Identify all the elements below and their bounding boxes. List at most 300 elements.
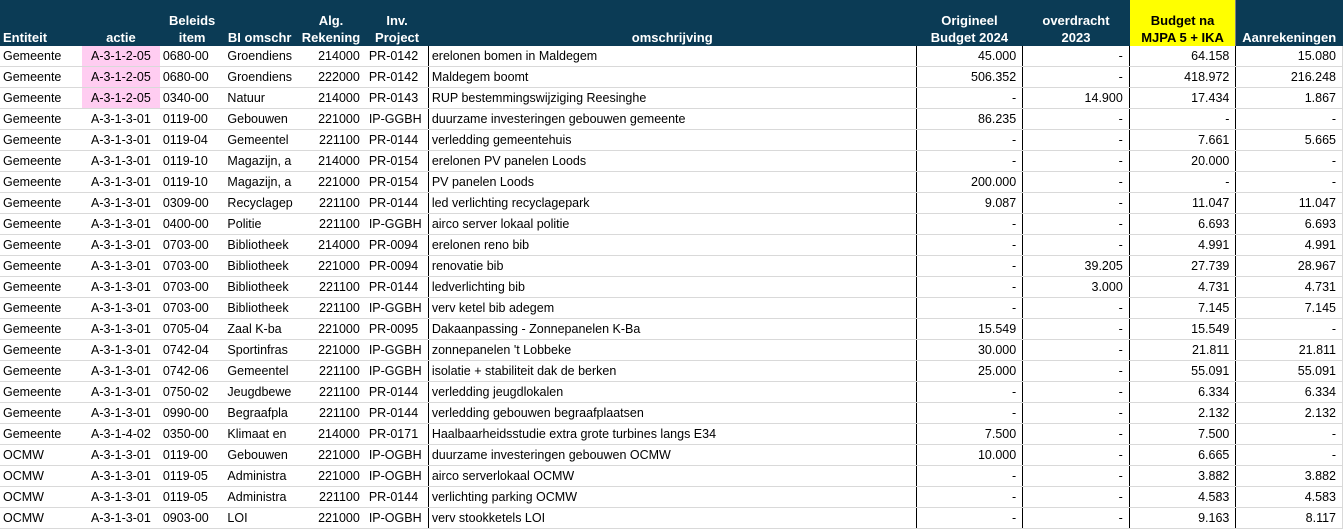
cell-bi-omschr[interactable]: Administra [224, 466, 296, 487]
cell-omschrijving[interactable]: Maldegem boomt [428, 67, 916, 88]
cell-aanrekeningen[interactable]: - [1236, 151, 1343, 172]
cell-origineel-budget[interactable]: 15.549 [916, 319, 1023, 340]
cell-origineel-budget[interactable]: 506.352 [916, 67, 1023, 88]
cell-aanrekeningen[interactable]: 3.882 [1236, 466, 1343, 487]
cell-omschrijving[interactable]: verv stookketels LOI [428, 508, 916, 529]
cell-inv-project[interactable]: PR-0171 [366, 424, 429, 445]
header-aanrekeningen[interactable]: Aanrekeningen [1236, 0, 1343, 46]
cell-beleidsitem[interactable]: 0990-00 [160, 403, 225, 424]
cell-beleidsitem[interactable]: 0119-00 [160, 109, 225, 130]
cell-origineel-budget[interactable]: 9.087 [916, 193, 1023, 214]
cell-omschrijving[interactable]: airco serverlokaal OCMW [428, 466, 916, 487]
cell-bi-omschr[interactable]: Jeugdbewe [224, 382, 296, 403]
cell-alg-rekening[interactable]: 222000 [296, 67, 366, 88]
cell-alg-rekening[interactable]: 221000 [296, 256, 366, 277]
table-body [0, 46, 1343, 529]
cell-actie[interactable]: A-3-1-3-01 [82, 445, 160, 466]
cell-actie[interactable]: A-3-1-3-01 [82, 340, 160, 361]
cell-aanrekeningen[interactable]: 55.091 [1236, 361, 1343, 382]
header-origineel-line1: Origineel [941, 13, 998, 28]
cell-aanrekeningen[interactable]: - [1236, 109, 1343, 130]
cell-actie[interactable]: A-3-1-3-01 [82, 298, 160, 319]
cell-omschrijving[interactable]: duurzame investeringen gebouwen OCMW [428, 445, 916, 466]
cell-inv-project[interactable]: PR-0144 [366, 193, 429, 214]
cell-inv-project[interactable]: IP-GGBH [366, 214, 429, 235]
cell-entiteit[interactable]: Gemeente [0, 277, 82, 298]
cell-bi-omschr[interactable]: Magazijn, a [224, 151, 296, 172]
cell-beleidsitem[interactable]: 0705-04 [160, 319, 225, 340]
cell-omschrijving[interactable]: verledding gemeentehuis [428, 130, 916, 151]
cell-overdracht[interactable]: - [1023, 508, 1130, 529]
table-row [0, 172, 1343, 193]
table-row [0, 193, 1343, 214]
cell-aanrekeningen[interactable]: - [1236, 319, 1343, 340]
cell-budget-na[interactable]: 2.132 [1129, 403, 1236, 424]
header-beleidsitem[interactable] [160, 0, 225, 46]
cell-budget-na[interactable]: 20.000 [1129, 151, 1236, 172]
cell-budget-na[interactable]: 6.665 [1129, 445, 1236, 466]
cell-bi-omschr[interactable]: Groendiens [224, 67, 296, 88]
cell-entiteit[interactable]: Gemeente [0, 382, 82, 403]
header-actie[interactable]: actie [82, 0, 160, 46]
header-alg-line1: Alg. [318, 13, 344, 28]
cell-alg-rekening[interactable]: 214000 [296, 424, 366, 445]
cell-alg-rekening[interactable]: 221100 [296, 298, 366, 319]
cell-budget-na[interactable]: 7.145 [1129, 298, 1236, 319]
cell-origineel-budget[interactable]: - [916, 466, 1023, 487]
cell-bi-omschr[interactable]: Gemeentel [224, 130, 296, 151]
header-row [0, 0, 1343, 46]
cell-omschrijving[interactable]: verledding gebouwen begraafplaatsen [428, 403, 916, 424]
cell-overdracht[interactable]: - [1023, 109, 1130, 130]
cell-aanrekeningen[interactable]: 216.248 [1236, 67, 1343, 88]
cell-overdracht[interactable]: - [1023, 235, 1130, 256]
cell-overdracht[interactable]: - [1023, 319, 1130, 340]
cell-beleidsitem[interactable]: 0750-02 [160, 382, 225, 403]
cell-beleidsitem[interactable]: 0703-00 [160, 235, 225, 256]
cell-beleidsitem[interactable]: 0119-00 [160, 445, 225, 466]
cell-aanrekeningen[interactable]: - [1236, 172, 1343, 193]
cell-bi-omschr[interactable]: Gemeentel [224, 361, 296, 382]
cell-omschrijving[interactable]: renovatie bib [428, 256, 916, 277]
cell-entiteit[interactable]: Gemeente [0, 88, 82, 109]
cell-inv-project[interactable]: PR-0144 [366, 277, 429, 298]
table-row [0, 130, 1343, 151]
table-row [0, 466, 1343, 487]
cell-alg-rekening[interactable]: 221100 [296, 361, 366, 382]
cell-omschrijving[interactable]: duurzame investeringen gebouwen gemeente [428, 109, 916, 130]
cell-budget-na[interactable]: 7.661 [1129, 130, 1236, 151]
cell-overdracht[interactable]: - [1023, 172, 1130, 193]
cell-entiteit[interactable]: Gemeente [0, 109, 82, 130]
cell-aanrekeningen[interactable]: 5.665 [1236, 130, 1343, 151]
table-row [0, 298, 1343, 319]
cell-inv-project[interactable]: PR-0154 [366, 151, 429, 172]
cell-omschrijving[interactable]: erelonen bomen in Maldegem [428, 46, 916, 67]
header-inv-line1: Inv. [386, 13, 408, 28]
cell-origineel-budget[interactable]: - [916, 277, 1023, 298]
cell-alg-rekening[interactable]: 221000 [296, 340, 366, 361]
cell-beleidsitem[interactable]: 0703-00 [160, 298, 225, 319]
cell-aanrekeningen[interactable]: 4.583 [1236, 487, 1343, 508]
cell-overdracht[interactable]: - [1023, 46, 1130, 67]
cell-entiteit[interactable]: Gemeente [0, 235, 82, 256]
cell-inv-project[interactable]: PR-0143 [366, 88, 429, 109]
cell-aanrekeningen[interactable]: 6.693 [1236, 214, 1343, 235]
cell-origineel-budget[interactable]: - [916, 487, 1023, 508]
cell-aanrekeningen[interactable]: 4.731 [1236, 277, 1343, 298]
cell-alg-rekening[interactable]: 221100 [296, 487, 366, 508]
cell-omschrijving[interactable]: led verlichting recyclagepark [428, 193, 916, 214]
cell-budget-na[interactable]: 55.091 [1129, 361, 1236, 382]
cell-origineel-budget[interactable]: - [916, 214, 1023, 235]
cell-alg-rekening[interactable]: 214000 [296, 46, 366, 67]
cell-entiteit[interactable]: Gemeente [0, 298, 82, 319]
cell-overdracht[interactable]: 39.205 [1023, 256, 1130, 277]
cell-entiteit[interactable]: Gemeente [0, 151, 82, 172]
cell-overdracht[interactable]: - [1023, 340, 1130, 361]
cell-actie[interactable]: A-3-1-3-01 [82, 403, 160, 424]
cell-aanrekeningen[interactable]: 7.145 [1236, 298, 1343, 319]
cell-entiteit[interactable]: Gemeente [0, 361, 82, 382]
cell-overdracht[interactable]: - [1023, 193, 1130, 214]
cell-alg-rekening[interactable]: 221000 [296, 508, 366, 529]
cell-beleidsitem[interactable]: 0119-10 [160, 172, 225, 193]
cell-omschrijving[interactable]: erelonen PV panelen Loods [428, 151, 916, 172]
cell-alg-rekening[interactable]: 221100 [296, 130, 366, 151]
cell-aanrekeningen[interactable]: 28.967 [1236, 256, 1343, 277]
table-row [0, 67, 1343, 88]
cell-overdracht[interactable]: - [1023, 67, 1130, 88]
cell-beleidsitem[interactable]: 0903-00 [160, 508, 225, 529]
cell-omschrijving[interactable]: verv ketel bib adegem [428, 298, 916, 319]
cell-overdracht[interactable]: 14.900 [1023, 88, 1130, 109]
table-row [0, 424, 1343, 445]
cell-entiteit[interactable]: OCMW [0, 487, 82, 508]
cell-beleidsitem[interactable]: 0309-00 [160, 193, 225, 214]
cell-actie[interactable]: A-3-1-3-01 [82, 466, 160, 487]
cell-inv-project[interactable]: IP-GGBH [366, 340, 429, 361]
cell-origineel-budget[interactable]: - [916, 403, 1023, 424]
cell-origineel-budget[interactable]: 30.000 [916, 340, 1023, 361]
cell-actie[interactable]: A-3-1-3-01 [82, 193, 160, 214]
table-row [0, 214, 1343, 235]
cell-beleidsitem[interactable]: 0340-00 [160, 88, 225, 109]
cell-alg-rekening[interactable]: 221100 [296, 382, 366, 403]
cell-beleidsitem[interactable]: 0350-00 [160, 424, 225, 445]
cell-inv-project[interactable]: PR-0144 [366, 403, 429, 424]
header-beleidsitem-line2: item [178, 30, 206, 45]
cell-actie[interactable]: A-3-1-3-01 [82, 214, 160, 235]
cell-bi-omschr[interactable]: Sportinfras [224, 340, 296, 361]
header-omschrijving[interactable]: omschrijving [428, 0, 916, 46]
cell-budget-na[interactable]: 4.991 [1129, 235, 1236, 256]
cell-actie[interactable]: A-3-1-3-01 [82, 319, 160, 340]
cell-actie[interactable]: A-3-1-2-05 [82, 88, 160, 109]
cell-bi-omschr[interactable]: Begraafpla [224, 403, 296, 424]
cell-bi-omschr[interactable]: Politie [224, 214, 296, 235]
cell-actie[interactable]: A-3-1-3-01 [82, 109, 160, 130]
cell-entiteit[interactable]: Gemeente [0, 67, 82, 88]
cell-aanrekeningen[interactable]: - [1236, 445, 1343, 466]
cell-origineel-budget[interactable]: 86.235 [916, 109, 1023, 130]
cell-actie[interactable]: A-3-1-3-01 [82, 130, 160, 151]
cell-actie[interactable]: A-3-1-3-01 [82, 256, 160, 277]
header-bi-omschr[interactable]: BI omschr [224, 0, 296, 46]
cell-budget-na[interactable]: 4.731 [1129, 277, 1236, 298]
cell-beleidsitem[interactable]: 0680-00 [160, 67, 225, 88]
table-row [0, 151, 1343, 172]
cell-beleidsitem[interactable]: 0680-00 [160, 46, 225, 67]
cell-alg-rekening[interactable]: 221100 [296, 277, 366, 298]
cell-inv-project[interactable]: IP-OGBH [366, 445, 429, 466]
cell-budget-na[interactable]: 15.549 [1129, 319, 1236, 340]
cell-inv-project[interactable]: PR-0142 [366, 67, 429, 88]
cell-omschrijving[interactable]: RUP bestemmingswijziging Reesinghe [428, 88, 916, 109]
cell-aanrekeningen[interactable]: - [1236, 424, 1343, 445]
table-row [0, 235, 1343, 256]
table-row [0, 109, 1343, 130]
cell-budget-na[interactable]: 6.334 [1129, 382, 1236, 403]
cell-origineel-budget[interactable]: 25.000 [916, 361, 1023, 382]
table-row [0, 382, 1343, 403]
table-row [0, 445, 1343, 466]
cell-budget-na[interactable]: - [1129, 172, 1236, 193]
cell-overdracht[interactable]: - [1023, 130, 1130, 151]
cell-entiteit[interactable]: Gemeente [0, 319, 82, 340]
header-beleidsitem-line1: Beleids [169, 13, 216, 28]
cell-alg-rekening[interactable]: 214000 [296, 88, 366, 109]
cell-origineel-budget[interactable]: - [916, 382, 1023, 403]
cell-overdracht[interactable]: - [1023, 403, 1130, 424]
cell-beleidsitem[interactable]: 0742-06 [160, 361, 225, 382]
header-origineel-budget[interactable] [916, 0, 1023, 46]
cell-budget-na[interactable]: 9.163 [1129, 508, 1236, 529]
cell-overdracht[interactable]: - [1023, 382, 1130, 403]
cell-entiteit[interactable]: Gemeente [0, 403, 82, 424]
table-row [0, 256, 1343, 277]
cell-bi-omschr[interactable]: Bibliotheek [224, 277, 296, 298]
cell-overdracht[interactable]: - [1023, 466, 1130, 487]
cell-omschrijving[interactable]: ledverlichting bib [428, 277, 916, 298]
cell-origineel-budget[interactable]: - [916, 130, 1023, 151]
cell-omschrijving[interactable]: verlichting parking OCMW [428, 487, 916, 508]
cell-alg-rekening[interactable]: 214000 [296, 235, 366, 256]
cell-beleidsitem[interactable]: 0400-00 [160, 214, 225, 235]
cell-actie[interactable]: A-3-1-3-01 [82, 172, 160, 193]
cell-bi-omschr[interactable]: Bibliotheek [224, 235, 296, 256]
cell-alg-rekening[interactable]: 221100 [296, 193, 366, 214]
table-row [0, 361, 1343, 382]
cell-budget-na[interactable]: 27.739 [1129, 256, 1236, 277]
cell-omschrijving[interactable]: verledding jeugdlokalen [428, 382, 916, 403]
cell-bi-omschr[interactable]: LOI [224, 508, 296, 529]
cell-origineel-budget[interactable]: - [916, 88, 1023, 109]
cell-aanrekeningen[interactable]: 21.811 [1236, 340, 1343, 361]
cell-beleidsitem[interactable]: 0119-05 [160, 487, 225, 508]
cell-overdracht[interactable]: - [1023, 487, 1130, 508]
cell-entiteit[interactable]: Gemeente [0, 193, 82, 214]
cell-beleidsitem[interactable]: 0703-00 [160, 256, 225, 277]
cell-budget-na[interactable]: - [1129, 109, 1236, 130]
cell-inv-project[interactable]: PR-0154 [366, 172, 429, 193]
cell-origineel-budget[interactable]: - [916, 151, 1023, 172]
cell-actie[interactable]: A-3-1-3-01 [82, 508, 160, 529]
cell-budget-na[interactable]: 3.882 [1129, 466, 1236, 487]
cell-actie[interactable]: A-3-1-3-01 [82, 382, 160, 403]
cell-entiteit[interactable]: OCMW [0, 508, 82, 529]
cell-aanrekeningen[interactable]: 15.080 [1236, 46, 1343, 67]
table-row [0, 88, 1343, 109]
cell-budget-na[interactable]: 17.434 [1129, 88, 1236, 109]
cell-budget-na[interactable]: 11.047 [1129, 193, 1236, 214]
cell-beleidsitem[interactable]: 0119-05 [160, 466, 225, 487]
cell-bi-omschr[interactable]: Groendiens [224, 46, 296, 67]
header-overdracht[interactable] [1023, 0, 1130, 46]
cell-overdracht[interactable]: - [1023, 214, 1130, 235]
cell-beleidsitem[interactable]: 0119-10 [160, 151, 225, 172]
cell-entiteit[interactable]: Gemeente [0, 172, 82, 193]
cell-actie[interactable]: A-3-1-3-01 [82, 361, 160, 382]
table-row [0, 340, 1343, 361]
cell-alg-rekening[interactable]: 221000 [296, 172, 366, 193]
cell-aanrekeningen[interactable]: 2.132 [1236, 403, 1343, 424]
cell-inv-project[interactable]: IP-OGBH [366, 466, 429, 487]
cell-budget-na[interactable]: 418.972 [1129, 67, 1236, 88]
cell-actie[interactable]: A-3-1-3-01 [82, 235, 160, 256]
cell-bi-omschr[interactable]: Bibliotheek [224, 298, 296, 319]
cell-actie[interactable]: A-3-1-2-05 [82, 67, 160, 88]
cell-alg-rekening[interactable]: 221000 [296, 466, 366, 487]
cell-overdracht[interactable]: - [1023, 361, 1130, 382]
header-budget-na-line1: Budget na [1150, 13, 1215, 28]
cell-origineel-budget[interactable]: - [916, 235, 1023, 256]
cell-actie[interactable]: A-3-1-3-01 [82, 277, 160, 298]
cell-inv-project[interactable]: PR-0094 [366, 256, 429, 277]
cell-aanrekeningen[interactable]: 1.867 [1236, 88, 1343, 109]
cell-inv-project[interactable]: IP-OGBH [366, 508, 429, 529]
cell-entiteit[interactable]: Gemeente [0, 340, 82, 361]
cell-inv-project[interactable]: PR-0094 [366, 235, 429, 256]
cell-omschrijving[interactable]: Haalbaarheidsstudie extra grote turbines langs E34 [428, 424, 916, 445]
cell-alg-rekening[interactable]: 221000 [296, 109, 366, 130]
cell-bi-omschr[interactable]: Administra [224, 487, 296, 508]
cell-inv-project[interactable]: IP-GGBH [366, 298, 429, 319]
cell-origineel-budget[interactable]: - [916, 298, 1023, 319]
cell-bi-omschr[interactable]: Bibliotheek [224, 256, 296, 277]
header-inv-line2: Project [375, 30, 420, 45]
cell-bi-omschr[interactable]: Gebouwen [224, 445, 296, 466]
cell-origineel-budget[interactable]: - [916, 508, 1023, 529]
cell-bi-omschr[interactable]: Gebouwen [224, 109, 296, 130]
header-overdracht-line1: overdracht [1042, 13, 1110, 28]
header-budget-na-line2: MJPA 5 + IKA [1141, 30, 1224, 45]
cell-actie[interactable]: A-3-1-2-05 [82, 46, 160, 67]
cell-budget-na[interactable]: 21.811 [1129, 340, 1236, 361]
cell-entiteit[interactable]: Gemeente [0, 46, 82, 67]
cell-origineel-budget[interactable]: 200.000 [916, 172, 1023, 193]
cell-omschrijving[interactable]: PV panelen Loods [428, 172, 916, 193]
cell-beleidsitem[interactable]: 0703-00 [160, 277, 225, 298]
cell-alg-rekening[interactable]: 221100 [296, 403, 366, 424]
cell-entiteit[interactable]: Gemeente [0, 214, 82, 235]
cell-inv-project[interactable]: PR-0144 [366, 487, 429, 508]
header-inv-project[interactable] [366, 0, 429, 46]
header-entiteit[interactable]: Entiteit [0, 0, 82, 46]
cell-bi-omschr[interactable]: Magazijn, a [224, 172, 296, 193]
cell-beleidsitem[interactable]: 0742-04 [160, 340, 225, 361]
cell-origineel-budget[interactable]: 45.000 [916, 46, 1023, 67]
cell-inv-project[interactable]: PR-0142 [366, 46, 429, 67]
cell-entiteit[interactable]: OCMW [0, 466, 82, 487]
cell-alg-rekening[interactable]: 221000 [296, 319, 366, 340]
cell-origineel-budget[interactable]: - [916, 256, 1023, 277]
cell-overdracht[interactable]: - [1023, 445, 1130, 466]
cell-budget-na[interactable]: 4.583 [1129, 487, 1236, 508]
header-alg-line2: Rekening [301, 30, 361, 45]
cell-alg-rekening[interactable]: 221100 [296, 214, 366, 235]
cell-entiteit[interactable]: Gemeente [0, 424, 82, 445]
cell-actie[interactable]: A-3-1-3-01 [82, 487, 160, 508]
cell-bi-omschr[interactable]: Zaal K-ba [224, 319, 296, 340]
cell-omschrijving[interactable]: erelonen reno bib [428, 235, 916, 256]
table-row [0, 508, 1343, 529]
cell-inv-project[interactable]: PR-0144 [366, 382, 429, 403]
header-budget-na[interactable] [1129, 0, 1236, 46]
cell-aanrekeningen[interactable]: 8.117 [1236, 508, 1343, 529]
cell-aanrekeningen[interactable]: 6.334 [1236, 382, 1343, 403]
cell-overdracht[interactable]: - [1023, 298, 1130, 319]
cell-alg-rekening[interactable]: 221000 [296, 445, 366, 466]
cell-bi-omschr[interactable]: Natuur [224, 88, 296, 109]
cell-budget-na[interactable]: 7.500 [1129, 424, 1236, 445]
cell-entiteit[interactable]: OCMW [0, 445, 82, 466]
cell-beleidsitem[interactable]: 0119-04 [160, 130, 225, 151]
cell-entiteit[interactable]: Gemeente [0, 256, 82, 277]
cell-aanrekeningen[interactable]: 11.047 [1236, 193, 1343, 214]
cell-inv-project[interactable]: IP-GGBH [366, 109, 429, 130]
cell-omschrijving[interactable]: zonnepanelen 't Lobbeke [428, 340, 916, 361]
cell-overdracht[interactable]: - [1023, 424, 1130, 445]
cell-bi-omschr[interactable]: Recyclagep [224, 193, 296, 214]
cell-origineel-budget[interactable]: 10.000 [916, 445, 1023, 466]
cell-inv-project[interactable]: PR-0095 [366, 319, 429, 340]
cell-budget-na[interactable]: 6.693 [1129, 214, 1236, 235]
table-row [0, 403, 1343, 424]
cell-inv-project[interactable]: PR-0144 [366, 130, 429, 151]
header-origineel-line2: Budget 2024 [930, 30, 1009, 45]
table-row [0, 46, 1343, 67]
cell-budget-na[interactable]: 64.158 [1129, 46, 1236, 67]
cell-actie[interactable]: A-3-1-3-01 [82, 151, 160, 172]
cell-omschrijving[interactable]: Dakaanpassing - Zonnepanelen K-Ba [428, 319, 916, 340]
cell-inv-project[interactable]: IP-GGBH [366, 361, 429, 382]
table-row [0, 319, 1343, 340]
cell-overdracht[interactable]: - [1023, 151, 1130, 172]
header-overdracht-line2: 2023 [1061, 30, 1091, 45]
cell-actie[interactable]: A-3-1-4-02 [82, 424, 160, 445]
cell-bi-omschr[interactable]: Klimaat en [224, 424, 296, 445]
cell-aanrekeningen[interactable]: 4.991 [1236, 235, 1343, 256]
header-alg-rekening[interactable] [296, 0, 366, 46]
cell-origineel-budget[interactable]: 7.500 [916, 424, 1023, 445]
table-row [0, 277, 1343, 298]
cell-omschrijving[interactable]: airco server lokaal politie [428, 214, 916, 235]
cell-alg-rekening[interactable]: 214000 [296, 151, 366, 172]
cell-entiteit[interactable]: Gemeente [0, 130, 82, 151]
cell-overdracht[interactable]: 3.000 [1023, 277, 1130, 298]
cell-omschrijving[interactable]: isolatie + stabiliteit dak de berken [428, 361, 916, 382]
